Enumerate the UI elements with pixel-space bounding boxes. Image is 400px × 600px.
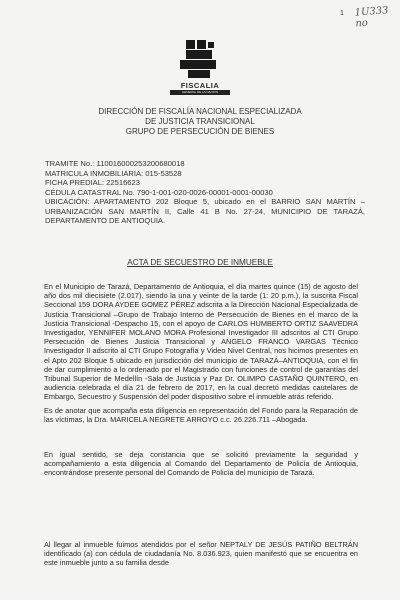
body-paragraph: Al llegar al inmueble fuimos atendidos por el señor NEPTALY DE JESÚS PATIÑO BELTRÁN identificado (a) con cédula de ciudadanía No. 8.036.923, quien manifestó que se encuentra en este inmueble junto a su familia desde — [44, 540, 358, 568]
document-title: ACTA DE SECUESTRO DE INMUEBLE — [127, 258, 273, 267]
tramite-number: TRAMITE No.: 110016000253200680018 — [45, 159, 185, 168]
matricula-inmobiliaria: MATRICULA INMOBILIARIA: 015-53528 — [45, 168, 182, 178]
body-paragraph: En igual sentido, se deja constancia que se solicitó previamente la seguridad y acompañamiento a esta diligencia al Comando del Departamento de Policía de Antioquia, encontrándose presente personal del Comando de Policía del municipio de Tarazá. — [44, 450, 358, 478]
handwritten-reference: 1U333 no — [354, 5, 389, 30]
logo-name: FISCALIA — [180, 81, 220, 90]
body-paragraph: En el Municipio de Tarazá, Departamento de Antioquia, el día martes quince (15) de agosto del año dos mil diecisiete (2.017), siendo la una y veinte de la tarde (1: 20 p.m.), la suscrita Fiscal Seccional 159 DORA AYDEE GOMEZ PÉREZ adscrita a la Dirección Nacional Especializada de Justicia Transicional –Grupo de Trabajo Interno de Persecución de Bienes en el marco de la Justicia Transicional -Despacho 15, con el apoyo de CARLOS HUMBERTO ORTIZ SAAVEDRA Investigador, YENNIFER MOLANO MORA Profesional Investigador III adscritos al CTI Grupo Persecución de Bienes Justicia Transicional y ANGELO FRANCO VARGAS Técnico Investigador II adscrito al CTI Grupo Fotografía y Video Nivel Central, nos hicimos presentes en el Apto 202 Bloque 5 ubicado en jurisdicción del municipio de TARAZÁ–ANTIOQUIA, con el fin de dar cumplimiento a lo ordenado por el Magistrado con funciones de control de garantías del Tribunal Superior de Medellín -Sala de Justicia y Paz Dr. OLIMPO CASTAÑO QUINTERO, en audiencia celebrada el día 21 de febrero de 2017, en la cual decretó medidas cautelares de Embargo, Secuestro y Suspensión del poder dispositivo sobre el inmueble atrás referido. — [44, 282, 358, 402]
header-line-3: GRUPO DE PERSECUCIÓN DE BIENES — [125, 127, 275, 136]
header-line-1: DIRECCIÓN DE FISCALÍA NACIONAL ESPECIALIZADA — [98, 107, 302, 116]
page-number: 1 — [340, 10, 344, 17]
ficha-predial: FICHA PREDIAL: 22516623 — [45, 178, 140, 187]
header-line-2: DE JUSTICIA TRANSICIONAL — [145, 117, 255, 126]
case-metadata — [45, 159, 365, 226]
ubicacion: UBICACIÓN: APARTAMENTO 202 Bloque 5, ubicado en el BARRIO SAN MARTÍN –URBANIZACIÓN SAN MARTÍN II, Calle 41 B No. 27-24, MUNICIPIO DE TARAZÁ, DEPARTAMENTO DE ANTIOQUIA. — [45, 197, 365, 225]
body-paragraph: Es de anotar que acompaña esta diligencia en representación del Fondo para la Reparación de las víctimas, la Dra. MARICELA NEGRETE ARROYO c.c. 26.226.711 –Abogada. — [44, 406, 358, 425]
cedula-catastral: CÉDULA CATASTRAL No. 790-1-001-020-0026-00001-0001-00030 — [45, 187, 273, 197]
logo-tagline: GENERAL DE LA NACION — [170, 90, 230, 95]
document-header — [60, 107, 340, 137]
